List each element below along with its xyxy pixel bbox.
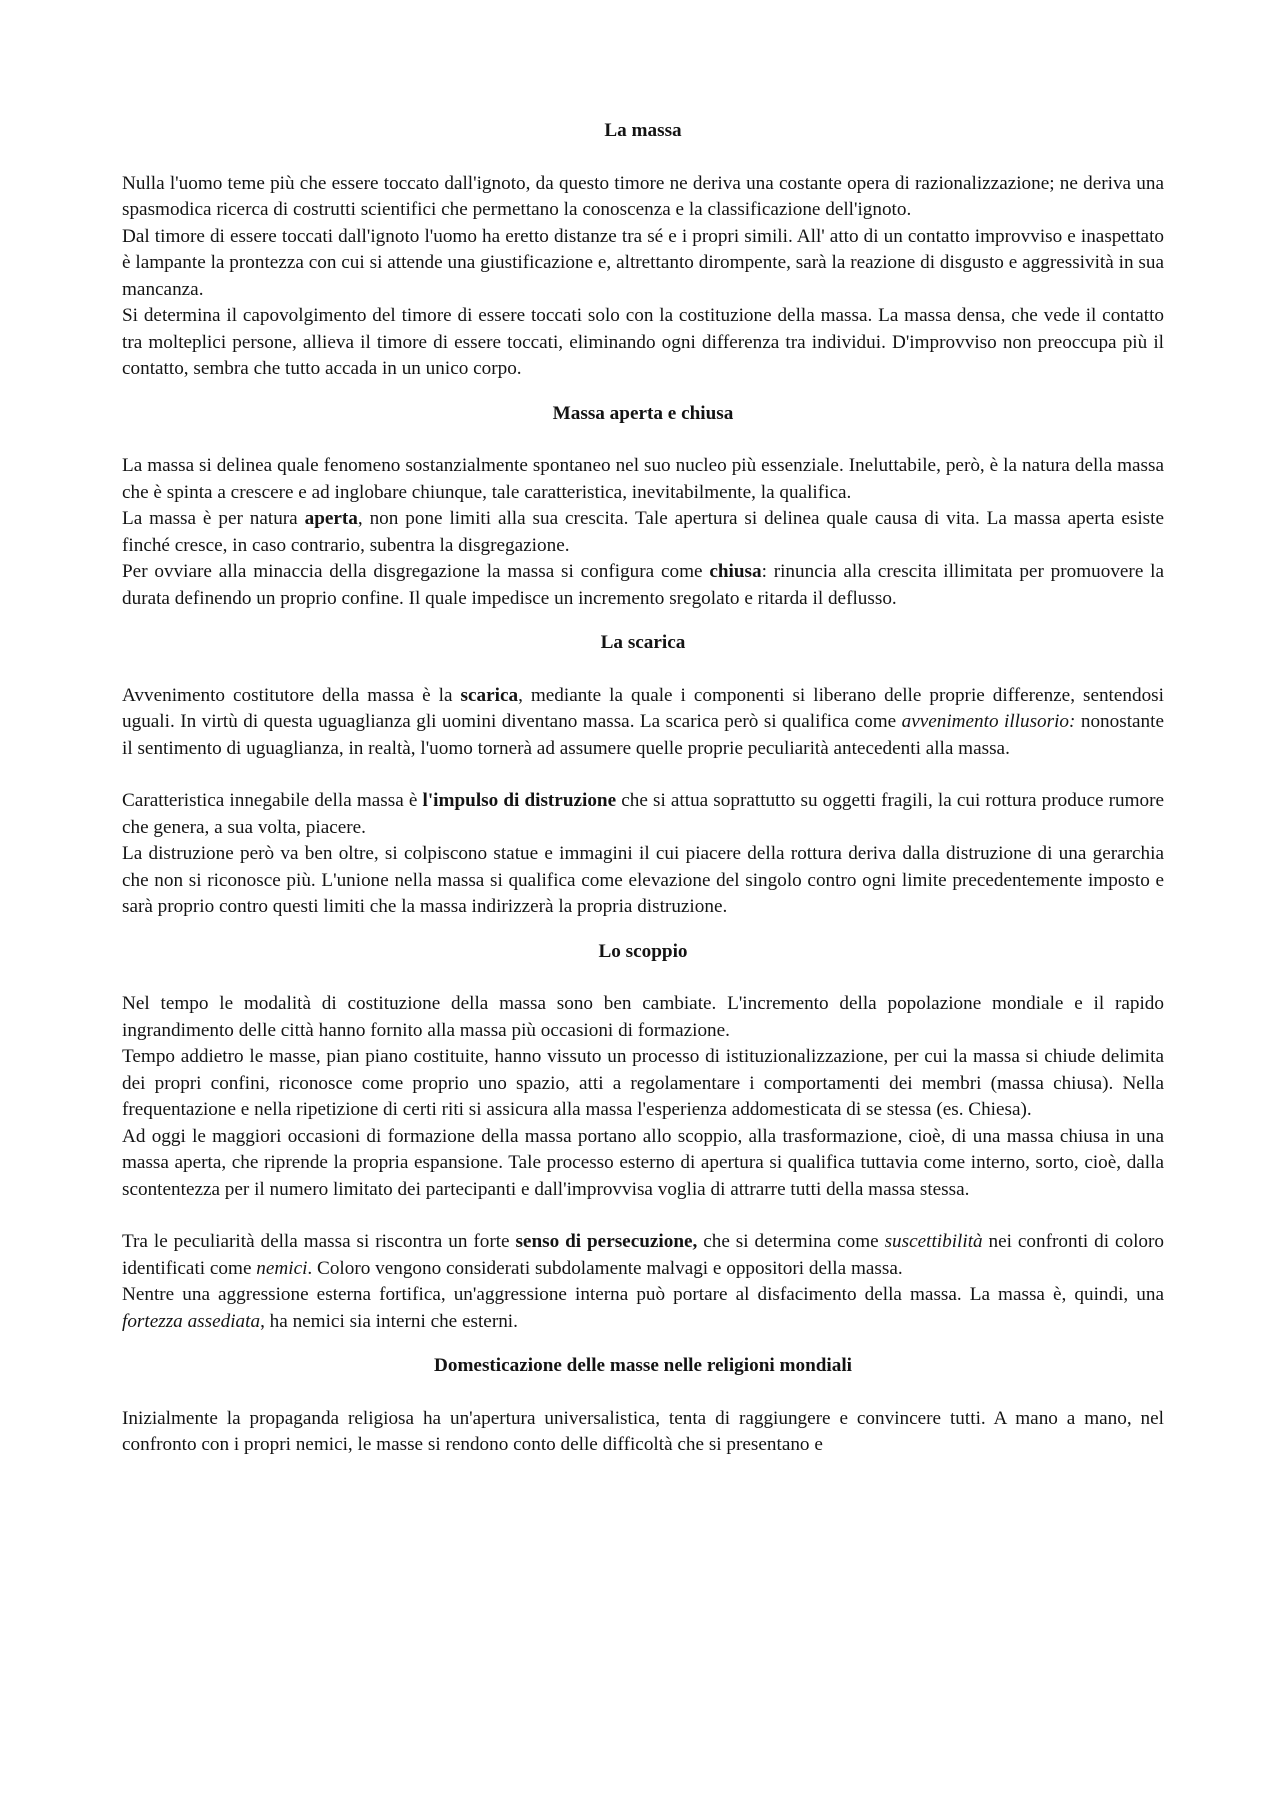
paragraph-gap: [122, 1203, 1164, 1229]
text-run: Tra le peculiarità della massa si riscontra un forte: [122, 1231, 516, 1252]
text-run: nei confronti di coloro identificati come: [122, 1231, 1164, 1279]
paragraph: Ad oggi le maggiori occasioni di formazione della massa portano allo scoppio, alla trasformazione, cioè, di una massa chiusa in una massa aperta, che riprende la propria espansione. Tale processo esterno di apertura si qualifica tuttavia come interno, sorto, cioè, dalla scontentezza per il numero limitato dei partecipanti e dall'improvvisa voglia di attrarre tutti della massa stessa.: [122, 1125, 1164, 1200]
text-run: Per ovviare alla minaccia della disgregazione la massa si configura come: [122, 561, 710, 582]
document-body: [122, 118, 1164, 1459]
text-run: Avvenimento costitutore della massa è la: [122, 684, 461, 706]
bold-term-aperta: aperta: [304, 508, 358, 529]
text-run: : rinuncia alla crescita illimitata per promuovere la durata definendo un proprio confine. Il quale impedisce un incremento sregolato e ritarda il deflusso.: [122, 561, 1164, 609]
paragraph: Dal timore di essere toccati dall'ignoto l'uomo ha eretto distanze tra sé e i propri simili. All' atto di un contatto improvviso e inaspettato è lampante la prontezza con cui si attende una giustificazione e, altrettanto dirompente, sarà la reazione di disgusto e aggressività in sua mancanza.: [122, 225, 1164, 300]
text-run: che si attua soprattutto su oggetti fragili, la cui rottura produce rumore che genera, a sua volta, piacere.: [122, 790, 1164, 838]
paragraph-gap: [122, 762, 1164, 788]
bold-term-scarica: scarica: [460, 684, 519, 706]
text-run: nonostante il sentimento di uguaglianza, in realtà, l'uomo tornerà ad assumere quelle proprie peculiarità antecedenti alla massa.: [122, 711, 1164, 759]
italic-term-fortezza-assediata: fortezza assediata: [122, 1310, 261, 1332]
bold-term-impulso-distruzione: l'impulso di distruzione: [422, 790, 617, 811]
section-title-la-massa: La massa: [604, 120, 682, 141]
text-run: , ha nemici sia interni che esterni.: [260, 1310, 518, 1332]
text-run: Nentre una aggressione esterna fortifica, un'aggressione interna può portare al disfacimento della massa. La massa è, quindi, una: [122, 1284, 1164, 1305]
text-run: . Coloro vengono considerati subdolamente malvagi e oppositori della massa.: [307, 1257, 903, 1279]
section-title-lo-scoppio: Lo scoppio: [598, 940, 688, 962]
italic-term-suscettibilita: suscettibilità: [884, 1231, 983, 1252]
italic-term-avvenimento-illusorio: avvenimento illusorio:: [901, 711, 1076, 732]
text-run: La massa è per natura: [122, 508, 305, 529]
paragraph: [122, 788, 1164, 841]
section-title-domesticazione: Domesticazione delle masse nelle religioni mondiali: [434, 1355, 852, 1376]
paragraph: [122, 1282, 1164, 1335]
bold-term-senso-persecuzione: senso di persecuzione,: [515, 1231, 698, 1252]
paragraph: La massa si delinea quale fenomeno sostanzialmente spontaneo nel suo nucleo più essenziale. Ineluttabile, però, è la natura della massa che è spinta a crescere e ad inglobare chiunque, tale caratteristica, inevitabilmente, la qualifica.: [122, 455, 1164, 503]
paragraph: Inizialmente la propaganda religiosa ha un'apertura universalistica, tenta di raggiungere e convincere tutti. A mano a mano, nel confronto con i propri nemici, le masse si rendono conto delle difficoltà che si presentano e: [122, 1407, 1164, 1455]
paragraph: [122, 683, 1164, 763]
text-run: , mediante la quale i componenti si liberano delle proprie differenze, sentendosi uguali. In virtù di questa uguaglianza gli uomini diventano massa. La scarica però si qualifica come: [122, 684, 1164, 732]
paragraph: Tempo addietro le masse, pian piano costituite, hanno vissuto un processo di istituzionalizzazione, per cui la massa si chiude delimita dei propri confini, riconosce come proprio uno spazio, atti a regolamentare i comportamenti dei membri (massa chiusa). Nella frequentazione e nella ripetizione di certi riti si assicura alla massa l'esperienza addomesticata di se stessa (es. Chiesa).: [122, 1046, 1164, 1120]
paragraph: [122, 506, 1164, 559]
bold-term-chiusa: chiusa: [709, 561, 762, 582]
paragraph: Nel tempo le modalità di costituzione della massa sono ben cambiate. L'incremento della popolazione mondiale e il rapido ingrandimento delle città hanno fornito alla massa più occasioni di formazione.: [122, 993, 1164, 1041]
text-run: che si determina come: [697, 1231, 885, 1252]
paragraph: Nulla l'uomo teme più che essere toccato dall'ignoto, da questo timore ne deriva una costante opera di razionalizzazione; ne deriva una spasmodica ricerca di costrutti scientifici che permettano la conoscenza e la classificazione dell'ignoto.: [122, 172, 1164, 220]
section-title-la-scarica: La scarica: [600, 632, 686, 653]
paragraph: [122, 559, 1164, 612]
text-run: Caratteristica innegabile della massa è: [122, 790, 423, 811]
italic-term-nemici: nemici: [256, 1257, 308, 1279]
section-title-massa-aperta-chiusa: Massa aperta e chiusa: [552, 402, 734, 424]
paragraph: La distruzione però va ben oltre, si colpiscono statue e immagini il cui piacere della rottura deriva dalla distruzione di una gerarchia che non si riconosce più. L'unione nella massa si qualifica come elevazione del singolo contro ogni limite precedentemente imposto e sarà proprio contro questi limiti che la massa indirizzerà la propria distruzione.: [122, 843, 1164, 917]
paragraph: Si determina il capovolgimento del timore di essere toccati solo con la costituzione della massa. La massa densa, che vede il contatto tra molteplici persone, allieva il timore di essere toccati, eliminando ogni differenza tra individui. D'improvviso non preoccupa più il contatto, sembra che tutto accada in un unico corpo.: [122, 305, 1164, 379]
text-run: , non pone limiti alla sua crescita. Tale apertura si delinea quale causa di vita. La massa aperta esiste finché cresce, in caso contrario, subentra la disgregazione.: [122, 508, 1164, 556]
paragraph: [122, 1229, 1164, 1282]
